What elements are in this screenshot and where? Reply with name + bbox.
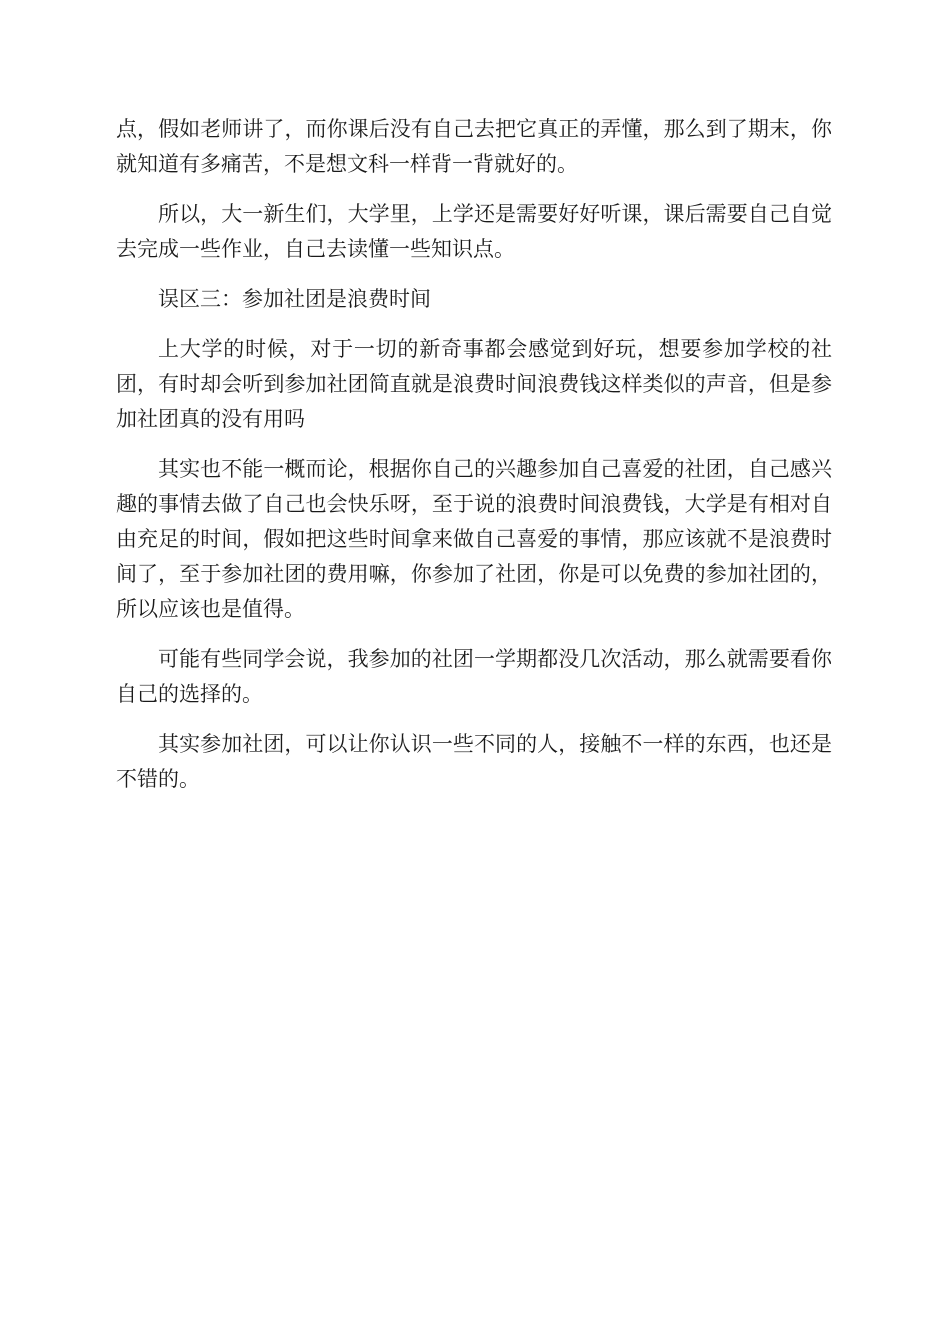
paragraph-conclusion: 其实参加社团，可以让你认识一些不同的人，接触不一样的东西，也还是不错的。 — [116, 732, 832, 791]
paragraph-club-answer: 其实也不能一概而论，根据你自己的兴趣参加自己喜爱的社团，自己感兴趣的事情去做了自己也会快乐呀，至于说的浪费时间浪费钱，大学是有相对自由充足的时间，假如把这些时间拿来做自己喜爱的事情，那应该就不是浪费时间了，至于参加社团的费用嘛，你参加了社团，你是可以免费的参加社团的，所以应该也是值得。 — [116, 457, 832, 621]
section-heading-misconception-3: 误区三：参加社团是浪费时间 — [158, 287, 431, 311]
document-page — [116, 112, 832, 812]
paragraph-few-activities: 可能有些同学会说，我参加的社团一学期都没几次活动，那么就需要看你自己的选择的。 — [116, 647, 832, 706]
paragraph-advice: 所以，大一新生们，大学里，上学还是需要好好听课，课后需要自己自觉去完成一些作业，自己去读懂一些知识点。 — [116, 202, 832, 261]
paragraph-continuation: 点，假如老师讲了，而你课后没有自己去把它真正的弄懂，那么到了期末，你就知道有多痛苦，不是想文科一样背一背就好的。 — [116, 117, 832, 176]
paragraph-club-question: 上大学的时候，对于一切的新奇事都会感觉到好玩，想要参加学校的社团，有时却会听到参加社团简直就是浪费时间浪费钱这样类似的声音，但是参加社团真的没有用吗 — [116, 337, 832, 431]
